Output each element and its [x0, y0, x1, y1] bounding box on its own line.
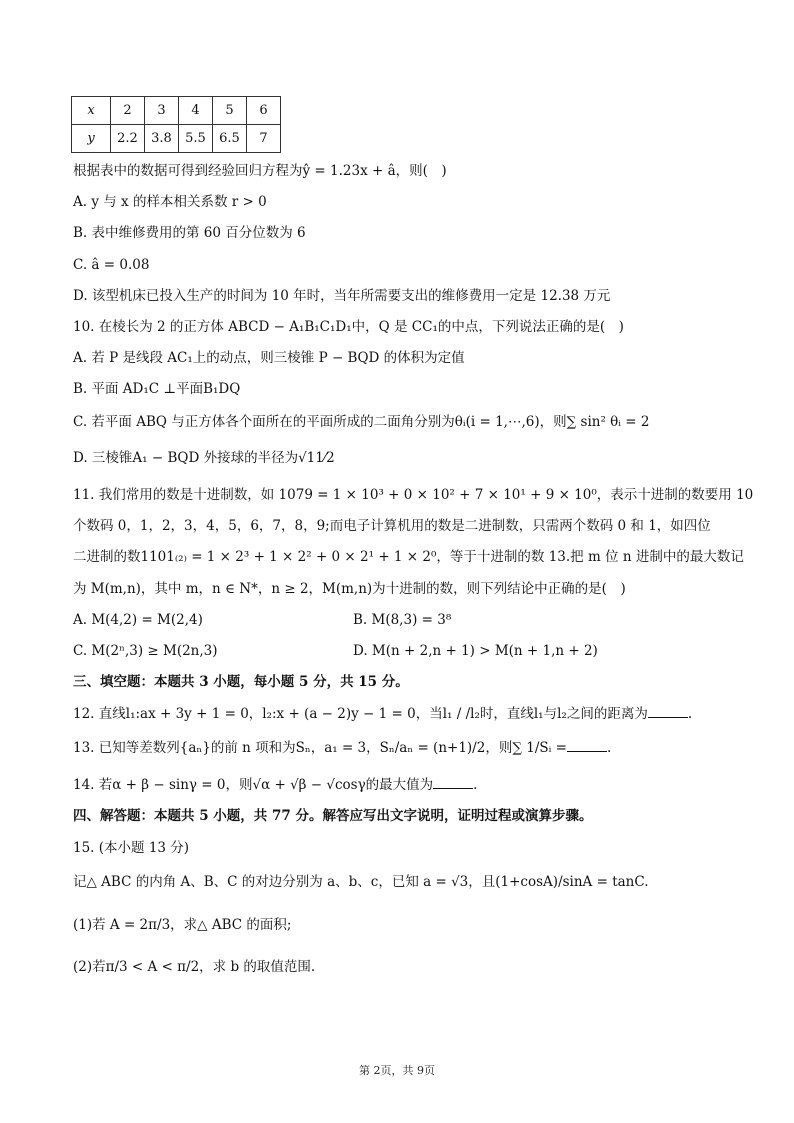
q11-option-b: B. M(8,3) = 3⁸: [353, 612, 452, 628]
q10-option-b: B. 平面 AD₁C ⊥平面B₁DQ: [73, 381, 241, 397]
answer-blank: [567, 739, 607, 752]
page-footer: 第 2页，共 9页: [359, 1064, 435, 1077]
data-table: [71, 96, 281, 153]
table-header-x: x: [72, 97, 111, 125]
q15-title: 15. (本小题 13 分): [73, 840, 190, 856]
table-cell: 4: [179, 97, 213, 125]
table-row: [72, 97, 281, 125]
q10-stem: 10. 在棱长为 2 的正方体 ABCD − A₁B₁C₁D₁中，Q 是 CC₁的中点，下列说法正确的是( ): [73, 319, 624, 335]
q11-option-a: A. M(4,2) = M(2,4): [73, 612, 203, 628]
table-cell: 5: [213, 97, 247, 125]
q9-option-a: A. y 与 x 的样本相关系数 r > 0: [73, 194, 267, 210]
table-row: [72, 125, 281, 153]
section-4-heading: 四、解答题：本题共 5 小题，共 77 分。解答应写出文字说明，证明过程或演算步骤。: [73, 808, 593, 824]
table-cell: 3: [145, 97, 179, 125]
table-header-y: y: [72, 125, 111, 153]
q9-option-d: D. 该型机床已投入生产的时间为 10 年时，当年所需要支出的维修费用一定是 12.38 万元: [73, 288, 611, 304]
q9-option-c: C. â = 0.08: [73, 257, 150, 273]
q9-option-b: B. 表中维修费用的第 60 百分位数为 6: [73, 225, 306, 241]
q12: 12. 直线l₁:ax + 3y + 1 = 0，l₂:x + (a − 2)y − 1 = 0，当l₁ / /l₂时，直线l₁与l₂之间的距离为 .: [73, 706, 693, 722]
q14-text: 14. 若α + β − sinγ = 0，则√α + √β − √cosγ的最大值为: [73, 777, 434, 793]
q10-option-d: D. 三棱锥A₁ − BQD 外接球的半径为√11⁄2: [73, 450, 335, 466]
section-3-heading: 三、填空题：本题共 3 小题，每小题 5 分，共 15 分。: [73, 674, 409, 690]
q15-part-1: (1)若 A = 2π/3，求△ ABC 的面积;: [73, 917, 292, 933]
q11-option-d: D. M(n + 2,n + 1) > M(n + 1,n + 2): [353, 643, 598, 659]
q11-line-3: 二进制的数1101₍₂₎ = 1 × 2³ + 1 × 2² + 0 × 2¹ + 1 × 2⁰，等于十进制的数 13.把 m 位 n 进制中的最大数记: [73, 549, 744, 565]
table-cell: 6: [247, 97, 281, 125]
q10-option-c: C. 若平面 ABQ 与正方体各个面所在的平面所成的二面角分别为θᵢ(i = 1,⋯,6)，则∑ sin² θᵢ = 2: [73, 414, 650, 430]
q13: 13. 已知等差数列{aₙ}的前 n 项和为Sₙ，a₁ = 3，Sₙ/aₙ = (n+1)/2，则∑ 1/Sᵢ = .: [73, 740, 612, 756]
answer-blank: [648, 705, 688, 718]
q14: 14. 若α + β − sinγ = 0，则√α + √β − √cosγ的最大值为 .: [73, 777, 478, 793]
q13-text: 13. 已知等差数列{aₙ}的前 n 项和为Sₙ，a₁ = 3，Sₙ/aₙ = (n+1)/2，则∑ 1/Sᵢ =: [73, 740, 567, 756]
q15-part-2: (2)若π/3 < A < π/2，求 b 的取值范围.: [73, 959, 316, 975]
q11-option-c: C. M(2ⁿ,3) ≥ M(2n,3): [73, 643, 218, 659]
q10-option-a: A. 若 P 是线段 AC₁上的动点，则三棱锥 P − BQD 的体积为定值: [73, 350, 465, 366]
table-cell: 3.8: [145, 125, 179, 153]
q9-stem: 根据表中的数据可得到经验回归方程为ŷ = 1.23x + â，则( ): [73, 163, 447, 179]
q11-line-4: 为 M(m,n)，其中 m，n ∈ N*，n ≥ 2，M(m,n)为十进制的数，则下列结论中正确的是( ): [73, 581, 626, 597]
table-cell: 2.2: [111, 125, 145, 153]
table-cell: 7: [247, 125, 281, 153]
q15-stem: 记△ ABC 的内角 A、B、C 的对边分别为 a、b、c，已知 a = √3，且(1+cosA)/sinA = tanC.: [73, 874, 649, 890]
table-cell: 2: [111, 97, 145, 125]
q12-text: 12. 直线l₁:ax + 3y + 1 = 0，l₂:x + (a − 2)y − 1 = 0，当l₁ / /l₂时，直线l₁与l₂之间的距离为: [73, 706, 648, 722]
q11-line-2: 个数码 0，1，2，3，4，5，6，7，8，9;而电子计算机用的数是二进制数，只需两个数码 0 和 1，如四位: [73, 518, 711, 534]
q11-line-1: 11. 我们常用的数是十进制数，如 1079 = 1 × 10³ + 0 × 10² + 7 × 10¹ + 9 × 10⁰，表示十进制的数要用 10: [73, 487, 754, 503]
answer-blank: [433, 776, 473, 789]
table-cell: 6.5: [213, 125, 247, 153]
table-cell: 5.5: [179, 125, 213, 153]
